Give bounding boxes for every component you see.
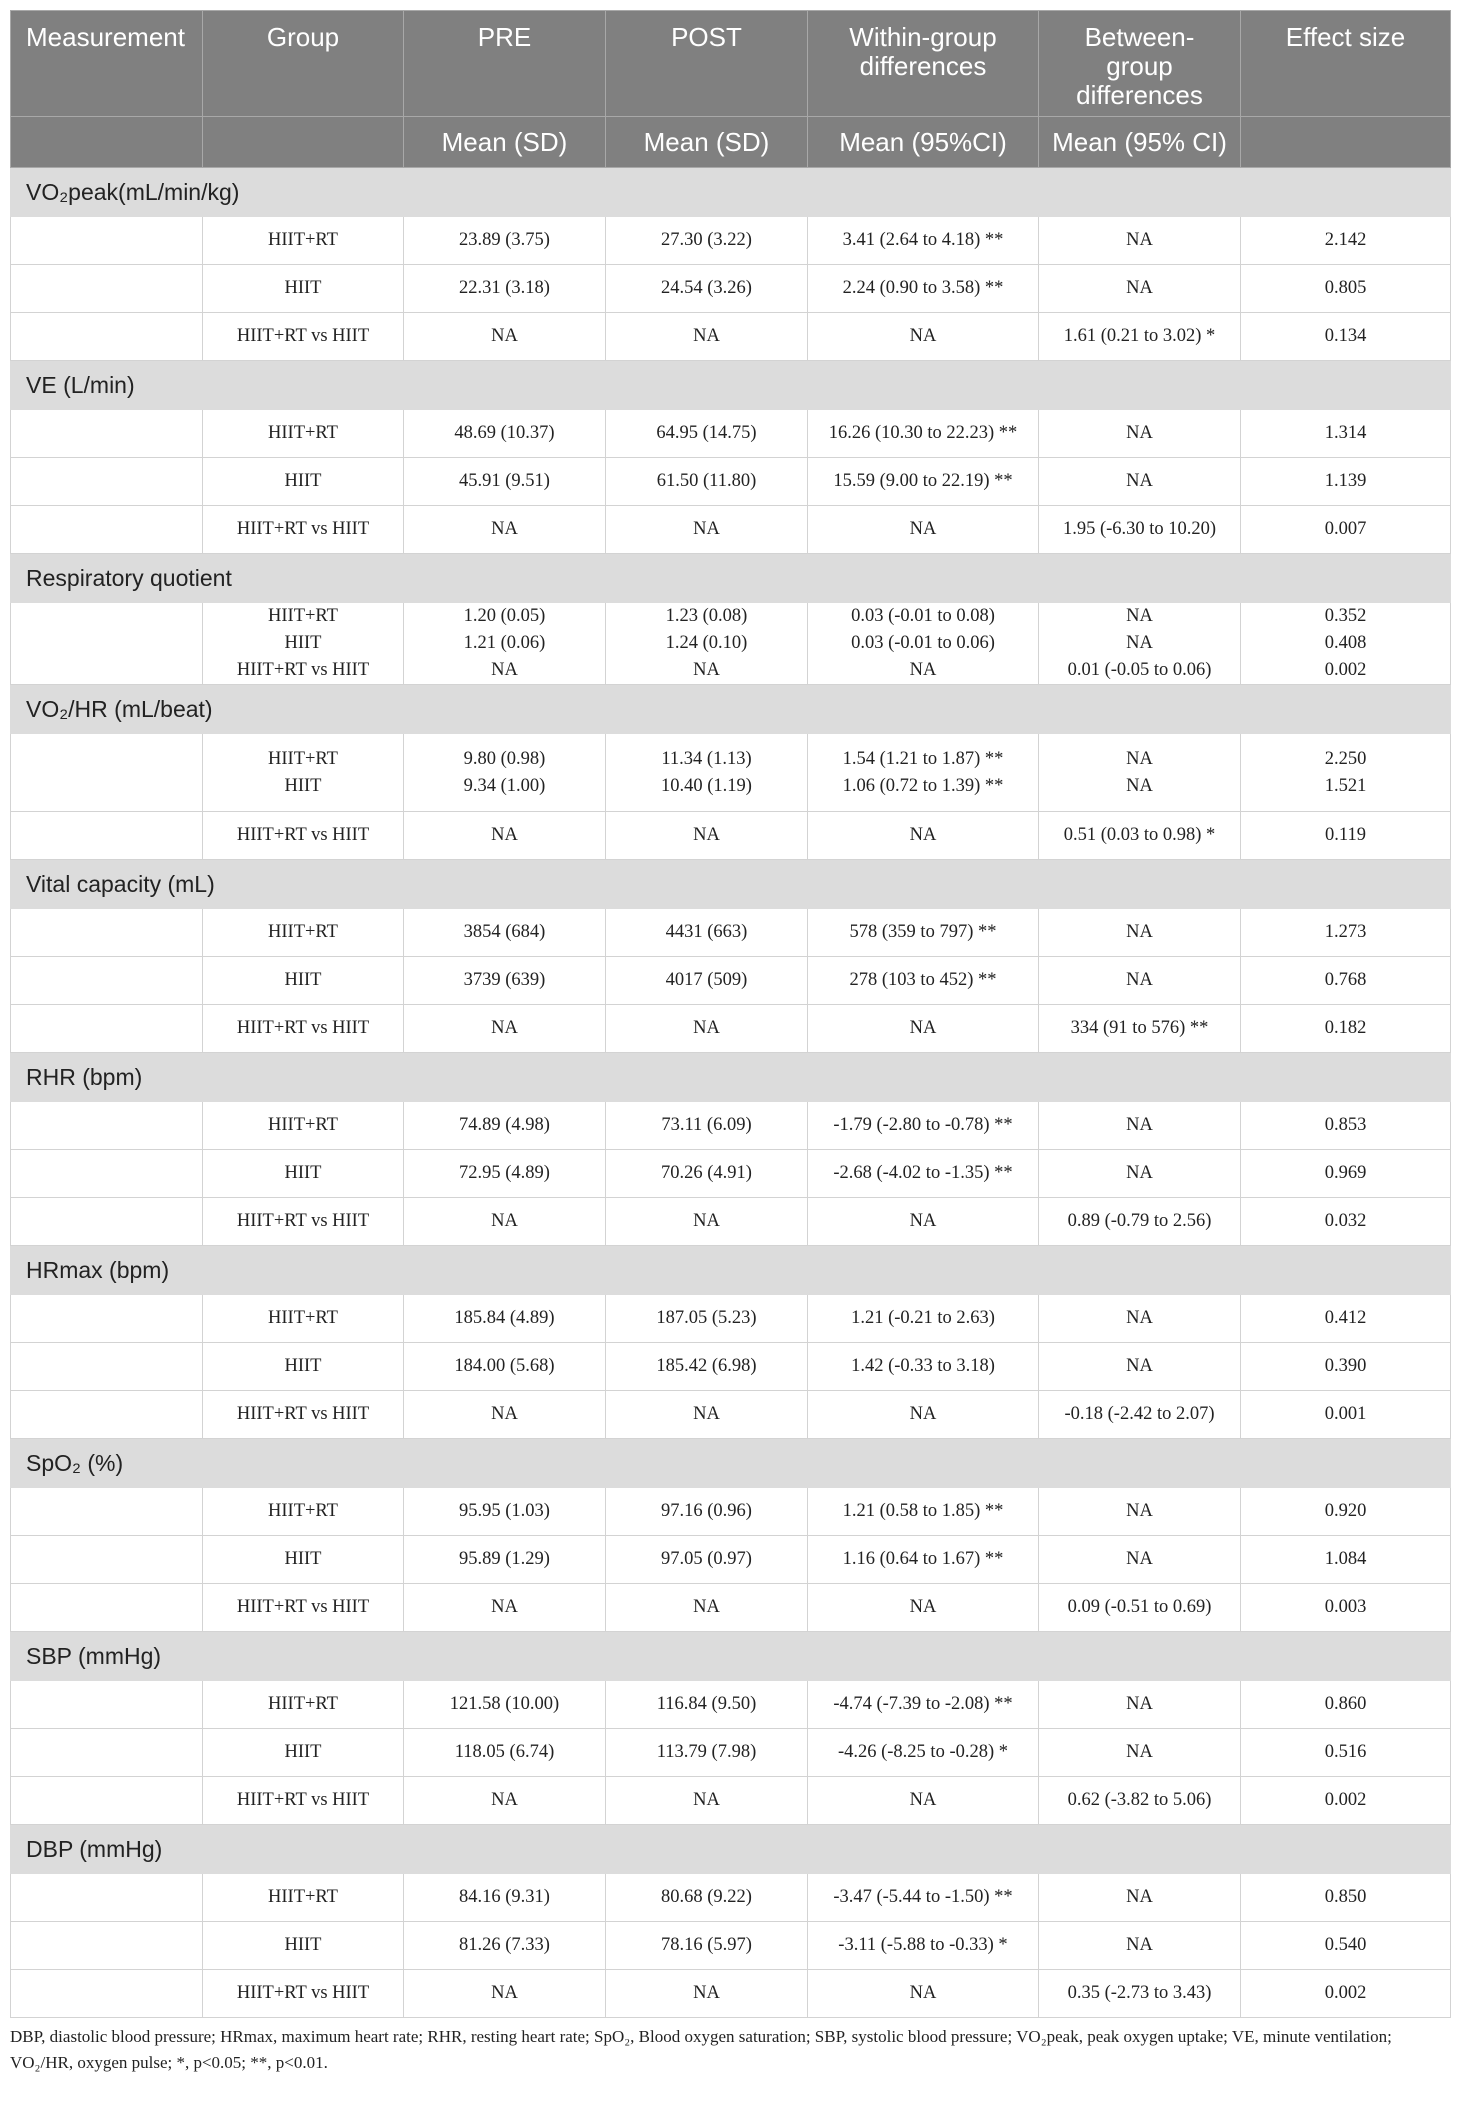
- cell-effect: 0.007: [1241, 506, 1451, 554]
- cell-pre: 185.84 (4.89): [404, 1295, 606, 1343]
- col-post: POST: [606, 11, 808, 117]
- cell-line-effect: 0.352: [1324, 606, 1367, 626]
- cell-between: NA: [1039, 1295, 1241, 1343]
- cell-effect: 0.853: [1241, 1102, 1451, 1150]
- section-title: Vital capacity (mL): [11, 860, 1451, 909]
- table-row: [11, 1102, 1451, 1150]
- cell-group: HIIT: [203, 265, 404, 313]
- cell-effect: 0.032: [1241, 1198, 1451, 1246]
- col-between: Between-group differences: [1039, 11, 1241, 117]
- cell-effect: 0.134: [1241, 313, 1451, 361]
- cell-effect: 0.969: [1241, 1150, 1451, 1198]
- cell-pre: NA: [404, 1005, 606, 1053]
- cell-group: HIIT+RT: [203, 1102, 404, 1150]
- cell-group: HIIT+RT: [203, 1488, 404, 1536]
- measurement-cell-blank: [11, 1922, 203, 1970]
- cell-post: NA: [606, 1198, 808, 1246]
- section-title: VO₂/HR (mL/beat): [11, 685, 1451, 734]
- subhead-within: Mean (95%CI): [808, 117, 1039, 168]
- col-pre: PRE: [404, 11, 606, 117]
- cell-group: HIIT: [203, 1150, 404, 1198]
- measurement-cell-blank: [11, 1391, 203, 1439]
- section-header-row: [11, 1246, 1451, 1295]
- cell-between: NA: [1039, 1681, 1241, 1729]
- table-row: [11, 1295, 1451, 1343]
- measurement-cell-blank: [11, 1005, 203, 1053]
- col-measurement: Measurement: [11, 11, 203, 117]
- table-footnote: DBP, diastolic blood pressure; HRmax, maximum heart rate; RHR, resting heart rate; SpO₂, Blood oxygen saturation; SBP, systolic blood pressure; VO₂peak, peak oxygen uptake; VE, minute ventilation; VO₂/HR, oxygen pulse; *, p<0.05; **, p<0.01.: [10, 2027, 1392, 2072]
- table-row: [11, 458, 1451, 506]
- cell-within: -2.68 (-4.02 to -1.35) **: [808, 1150, 1039, 1198]
- measurement-cell-blank: [11, 1681, 203, 1729]
- table-row: [11, 1681, 1451, 1729]
- cell-effect: 1.314: [1241, 410, 1451, 458]
- cell-pre: NA: [404, 313, 606, 361]
- measurement-cell-blank: [11, 1488, 203, 1536]
- cell-effect: 0.119: [1241, 812, 1451, 860]
- cell-group: HIIT+RT: [203, 1681, 404, 1729]
- header-subrow: [11, 117, 1451, 168]
- cell-line-pre: 9.80 (0.98): [463, 748, 546, 769]
- cell-between: 0.62 (-3.82 to 5.06): [1039, 1777, 1241, 1825]
- cell-pre: [404, 734, 606, 812]
- measurement-cell-blank: [11, 909, 203, 957]
- section-title: Respiratory quotient: [11, 554, 1451, 603]
- cell-effect: 0.002: [1241, 1777, 1451, 1825]
- cell-post: NA: [606, 1970, 808, 2018]
- cell-line-post: 1.24 (0.10): [665, 633, 748, 653]
- cell-pre: 45.91 (9.51): [404, 458, 606, 506]
- cell-pre: NA: [404, 1970, 606, 2018]
- cell-group: HIIT: [203, 1729, 404, 1777]
- cell-pre: 95.95 (1.03): [404, 1488, 606, 1536]
- measurement-cell-blank: [11, 1150, 203, 1198]
- cell-within: NA: [808, 1391, 1039, 1439]
- cell-group: HIIT+RT: [203, 1295, 404, 1343]
- table-row: [11, 410, 1451, 458]
- cell-between: NA: [1039, 1488, 1241, 1536]
- cell-line-pre: 1.20 (0.05): [463, 606, 546, 626]
- cell-group: HIIT+RT vs HIIT: [203, 1777, 404, 1825]
- cell-line-post: 10.40 (1.19): [661, 775, 752, 796]
- cell-post: [606, 734, 808, 812]
- cell-line-between: NA: [1126, 633, 1153, 653]
- cell-within: -4.74 (-7.39 to -2.08) **: [808, 1681, 1039, 1729]
- cell-pre: 3739 (639): [404, 957, 606, 1005]
- measurement-cell-blank: [11, 217, 203, 265]
- cell-effect: 0.805: [1241, 265, 1451, 313]
- cell-post: 4431 (663): [606, 909, 808, 957]
- cell-between: 0.09 (-0.51 to 0.69): [1039, 1584, 1241, 1632]
- table-row: [11, 1970, 1451, 2018]
- cell-effect: 0.850: [1241, 1874, 1451, 1922]
- cell-effect: 0.182: [1241, 1005, 1451, 1053]
- cell-post: 61.50 (11.80): [606, 458, 808, 506]
- cell-line-within: NA: [909, 660, 937, 680]
- cell-between: 1.61 (0.21 to 3.02) *: [1039, 313, 1241, 361]
- table-row: [11, 812, 1451, 860]
- cell-line-effect: 0.408: [1324, 633, 1367, 653]
- cell-post: 4017 (509): [606, 957, 808, 1005]
- cell-pre: 3854 (684): [404, 909, 606, 957]
- cell-between: NA: [1039, 1874, 1241, 1922]
- subhead-blank: [203, 117, 404, 168]
- cell-post: NA: [606, 1777, 808, 1825]
- cell-between: NA: [1039, 909, 1241, 957]
- measurement-cell-blank: [11, 313, 203, 361]
- cell-within: 16.26 (10.30 to 22.23) **: [808, 410, 1039, 458]
- table-row: [11, 1729, 1451, 1777]
- cell-between: NA: [1039, 265, 1241, 313]
- section-title: VO₂peak(mL/min/kg): [11, 168, 1451, 217]
- cell-post: NA: [606, 1005, 808, 1053]
- cell-within: -3.11 (-5.88 to -0.33) *: [808, 1922, 1039, 1970]
- section-header-row: [11, 1825, 1451, 1874]
- cell-pre: 23.89 (3.75): [404, 217, 606, 265]
- section-header-row: [11, 1053, 1451, 1102]
- table-header: [11, 11, 1451, 168]
- cell-line-post: 1.23 (0.08): [665, 606, 748, 626]
- cell-group: [203, 603, 404, 685]
- cell-within: NA: [808, 1584, 1039, 1632]
- cell-pre: 184.00 (5.68): [404, 1343, 606, 1391]
- section-header-row: [11, 1632, 1451, 1681]
- table-row: [11, 506, 1451, 554]
- results-table-container: [10, 10, 1450, 2076]
- cell-group: HIIT: [203, 458, 404, 506]
- cell-group: HIIT+RT vs HIIT: [203, 1005, 404, 1053]
- cell-within: NA: [808, 313, 1039, 361]
- cell-group: HIIT: [203, 957, 404, 1005]
- table-row: [11, 1198, 1451, 1246]
- cell-effect: 2.142: [1241, 217, 1451, 265]
- cell-pre: [404, 603, 606, 685]
- cell-pre: NA: [404, 1391, 606, 1439]
- cell-line-post: 11.34 (1.13): [661, 748, 752, 769]
- cell-group: HIIT: [203, 1922, 404, 1970]
- cell-pre: NA: [404, 1777, 606, 1825]
- cell-line-post: NA: [693, 660, 720, 680]
- section-title: SpO₂ (%): [11, 1439, 1451, 1488]
- table-row: [11, 909, 1451, 957]
- cell-pre: 118.05 (6.74): [404, 1729, 606, 1777]
- cell-line-effect: 0.002: [1324, 660, 1367, 680]
- cell-post: NA: [606, 506, 808, 554]
- measurement-cell-blank: [11, 1295, 203, 1343]
- cell-group: HIIT+RT vs HIIT: [203, 1970, 404, 2018]
- section-header-row: [11, 685, 1451, 734]
- cell-within: [808, 603, 1039, 685]
- header-row: [11, 11, 1451, 117]
- cell-pre: 48.69 (10.37): [404, 410, 606, 458]
- table-row: [11, 1005, 1451, 1053]
- cell-group: HIIT+RT vs HIIT: [203, 1584, 404, 1632]
- section-title: HRmax (bpm): [11, 1246, 1451, 1295]
- cell-effect: 0.412: [1241, 1295, 1451, 1343]
- cell-pre: NA: [404, 1584, 606, 1632]
- cell-post: 113.79 (7.98): [606, 1729, 808, 1777]
- cell-between: 1.95 (-6.30 to 10.20): [1039, 506, 1241, 554]
- cell-within: -4.26 (-8.25 to -0.28) *: [808, 1729, 1039, 1777]
- cell-post: NA: [606, 812, 808, 860]
- section-header-row: [11, 860, 1451, 909]
- cell-line-between: NA: [1126, 606, 1153, 626]
- table-row: [11, 217, 1451, 265]
- subhead-pre: Mean (SD): [404, 117, 606, 168]
- table-row-stacked: [11, 734, 1451, 812]
- table-row: [11, 1343, 1451, 1391]
- cell-line-between: 0.01 (-0.05 to 0.06): [1067, 660, 1212, 680]
- cell-effect: [1241, 603, 1451, 685]
- cell-within: 1.21 (0.58 to 1.85) **: [808, 1488, 1039, 1536]
- measurement-cell-blank: [11, 1102, 203, 1150]
- cell-pre: NA: [404, 1198, 606, 1246]
- cell-line-between: NA: [1126, 748, 1153, 769]
- col-within: Within-group differences: [808, 11, 1039, 117]
- cell-post: NA: [606, 313, 808, 361]
- cell-between: 334 (91 to 576) **: [1039, 1005, 1241, 1053]
- table-row: [11, 957, 1451, 1005]
- cell-line-within: 0.03 (-0.01 to 0.06): [851, 633, 995, 653]
- cell-group: HIIT+RT: [203, 909, 404, 957]
- cell-between: NA: [1039, 458, 1241, 506]
- measurement-cell-blank: [11, 1198, 203, 1246]
- cell-within: 278 (103 to 452) **: [808, 957, 1039, 1005]
- cell-group: HIIT+RT vs HIIT: [203, 313, 404, 361]
- measurement-cell-blank: [11, 265, 203, 313]
- cell-post: 116.84 (9.50): [606, 1681, 808, 1729]
- cell-pre: 81.26 (7.33): [404, 1922, 606, 1970]
- table-row: [11, 1922, 1451, 1970]
- cell-within: 1.42 (-0.33 to 3.18): [808, 1343, 1039, 1391]
- col-group: Group: [203, 11, 404, 117]
- cell-effect: 0.920: [1241, 1488, 1451, 1536]
- cell-effect: 0.768: [1241, 957, 1451, 1005]
- cell-between: 0.51 (0.03 to 0.98) *: [1039, 812, 1241, 860]
- subhead-blank: [11, 117, 203, 168]
- cell-line-within: 0.03 (-0.01 to 0.08): [851, 606, 995, 626]
- table-row: [11, 1874, 1451, 1922]
- section-header-row: [11, 1439, 1451, 1488]
- cell-between: NA: [1039, 1343, 1241, 1391]
- cell-group: HIIT: [203, 1536, 404, 1584]
- cell-between: NA: [1039, 957, 1241, 1005]
- cell-line-effect: 2.250: [1324, 748, 1367, 769]
- cell-effect: 0.003: [1241, 1584, 1451, 1632]
- cell-effect: 0.001: [1241, 1391, 1451, 1439]
- cell-within: -1.79 (-2.80 to -0.78) **: [808, 1102, 1039, 1150]
- section-header-row: [11, 361, 1451, 410]
- cell-pre: 72.95 (4.89): [404, 1150, 606, 1198]
- cell-group: HIIT+RT: [203, 217, 404, 265]
- table-body: [11, 168, 1451, 2018]
- section-title: DBP (mmHg): [11, 1825, 1451, 1874]
- cell-within: 2.24 (0.90 to 3.58) **: [808, 265, 1039, 313]
- cell-group: HIIT+RT vs HIIT: [203, 812, 404, 860]
- measurement-cell-blank: [11, 1874, 203, 1922]
- cell-within: NA: [808, 506, 1039, 554]
- cell-line-effect: 1.521: [1324, 775, 1367, 796]
- cell-post: [606, 603, 808, 685]
- cell-effect: 0.516: [1241, 1729, 1451, 1777]
- cell-within: 578 (359 to 797) **: [808, 909, 1039, 957]
- cell-within: NA: [808, 1198, 1039, 1246]
- cell-line-group: HIIT+RT: [268, 748, 338, 769]
- cell-post: 27.30 (3.22): [606, 217, 808, 265]
- section-header-row: [11, 168, 1451, 217]
- cell-line-pre: 1.21 (0.06): [463, 633, 546, 653]
- cell-post: 70.26 (4.91): [606, 1150, 808, 1198]
- cell-between: 0.35 (-2.73 to 3.43): [1039, 1970, 1241, 2018]
- measurement-cell-blank: [11, 1343, 203, 1391]
- cell-pre: 74.89 (4.98): [404, 1102, 606, 1150]
- cell-within: 1.16 (0.64 to 1.67) **: [808, 1536, 1039, 1584]
- section-title: VE (L/min): [11, 361, 1451, 410]
- cell-between: 0.89 (-0.79 to 2.56): [1039, 1198, 1241, 1246]
- cell-post: 73.11 (6.09): [606, 1102, 808, 1150]
- cell-between: NA: [1039, 1922, 1241, 1970]
- cell-between: NA: [1039, 410, 1241, 458]
- cell-effect: 0.002: [1241, 1970, 1451, 2018]
- cell-line-group: HIIT+RT vs HIIT: [236, 660, 370, 680]
- measurement-cell-blank: [11, 812, 203, 860]
- results-table: [10, 10, 1451, 2018]
- cell-pre: NA: [404, 506, 606, 554]
- cell-line-within: 1.06 (0.72 to 1.39) **: [842, 775, 1004, 796]
- cell-within: 3.41 (2.64 to 4.18) **: [808, 217, 1039, 265]
- cell-post: 64.95 (14.75): [606, 410, 808, 458]
- cell-between: NA: [1039, 1150, 1241, 1198]
- measurement-cell-blank: [11, 1536, 203, 1584]
- cell-between: [1039, 734, 1241, 812]
- section-title: RHR (bpm): [11, 1053, 1451, 1102]
- table-row: [11, 1584, 1451, 1632]
- cell-post: 97.05 (0.97): [606, 1536, 808, 1584]
- cell-between: NA: [1039, 1729, 1241, 1777]
- table-row: [11, 1777, 1451, 1825]
- cell-within: 15.59 (9.00 to 22.19) **: [808, 458, 1039, 506]
- cell-line-group: HIIT: [284, 633, 322, 653]
- cell-between: NA: [1039, 217, 1241, 265]
- table-row: [11, 1488, 1451, 1536]
- cell-group: HIIT+RT: [203, 410, 404, 458]
- cell-group: HIIT: [203, 1343, 404, 1391]
- cell-pre: 22.31 (3.18): [404, 265, 606, 313]
- cell-line-between: NA: [1126, 775, 1153, 796]
- cell-post: NA: [606, 1391, 808, 1439]
- cell-pre: 95.89 (1.29): [404, 1536, 606, 1584]
- cell-line-pre: NA: [491, 660, 518, 680]
- section-title: SBP (mmHg): [11, 1632, 1451, 1681]
- cell-line-pre: 9.34 (1.00): [463, 775, 546, 796]
- table-row: [11, 313, 1451, 361]
- col-effect: Effect size: [1241, 11, 1451, 117]
- table-row: [11, 1536, 1451, 1584]
- cell-line-group: HIIT: [284, 775, 322, 796]
- cell-pre: 121.58 (10.00): [404, 1681, 606, 1729]
- cell-within: NA: [808, 812, 1039, 860]
- subhead-between: Mean (95% CI): [1039, 117, 1241, 168]
- cell-line-group: HIIT+RT: [268, 606, 338, 626]
- cell-within: NA: [808, 1005, 1039, 1053]
- cell-group: HIIT+RT vs HIIT: [203, 1391, 404, 1439]
- measurement-cell-blank: [11, 734, 203, 812]
- cell-within: NA: [808, 1777, 1039, 1825]
- cell-within: NA: [808, 1970, 1039, 2018]
- cell-between: -0.18 (-2.42 to 2.07): [1039, 1391, 1241, 1439]
- cell-between: NA: [1039, 1536, 1241, 1584]
- cell-effect: 0.390: [1241, 1343, 1451, 1391]
- cell-post: 24.54 (3.26): [606, 265, 808, 313]
- subhead-blank: [1241, 117, 1451, 168]
- subhead-post: Mean (SD): [606, 117, 808, 168]
- cell-post: 78.16 (5.97): [606, 1922, 808, 1970]
- cell-post: NA: [606, 1584, 808, 1632]
- table-row: [11, 265, 1451, 313]
- cell-within: 1.21 (-0.21 to 2.63): [808, 1295, 1039, 1343]
- cell-post: 185.42 (6.98): [606, 1343, 808, 1391]
- cell-effect: 1.273: [1241, 909, 1451, 957]
- measurement-cell-blank: [11, 458, 203, 506]
- measurement-cell-blank: [11, 506, 203, 554]
- cell-group: HIIT+RT vs HIIT: [203, 506, 404, 554]
- cell-effect: [1241, 734, 1451, 812]
- cell-between: NA: [1039, 1102, 1241, 1150]
- cell-pre: 84.16 (9.31): [404, 1874, 606, 1922]
- measurement-cell-blank: [11, 1970, 203, 2018]
- cell-line-within: 1.54 (1.21 to 1.87) **: [842, 748, 1004, 769]
- cell-between: [1039, 603, 1241, 685]
- section-header-row: [11, 554, 1451, 603]
- table-row-stacked: [11, 603, 1451, 685]
- cell-pre: NA: [404, 812, 606, 860]
- cell-post: 97.16 (0.96): [606, 1488, 808, 1536]
- measurement-cell-blank: [11, 603, 203, 685]
- measurement-cell-blank: [11, 1729, 203, 1777]
- cell-group: HIIT+RT vs HIIT: [203, 1198, 404, 1246]
- cell-effect: 1.084: [1241, 1536, 1451, 1584]
- table-row: [11, 1150, 1451, 1198]
- measurement-cell-blank: [11, 1584, 203, 1632]
- cell-post: 80.68 (9.22): [606, 1874, 808, 1922]
- cell-group: [203, 734, 404, 812]
- table-row: [11, 1391, 1451, 1439]
- cell-effect: 0.540: [1241, 1922, 1451, 1970]
- measurement-cell-blank: [11, 957, 203, 1005]
- cell-post: 187.05 (5.23): [606, 1295, 808, 1343]
- cell-group: HIIT+RT: [203, 1874, 404, 1922]
- measurement-cell-blank: [11, 1777, 203, 1825]
- measurement-cell-blank: [11, 410, 203, 458]
- cell-within: [808, 734, 1039, 812]
- cell-within: -3.47 (-5.44 to -1.50) **: [808, 1874, 1039, 1922]
- cell-effect: 0.860: [1241, 1681, 1451, 1729]
- cell-effect: 1.139: [1241, 458, 1451, 506]
